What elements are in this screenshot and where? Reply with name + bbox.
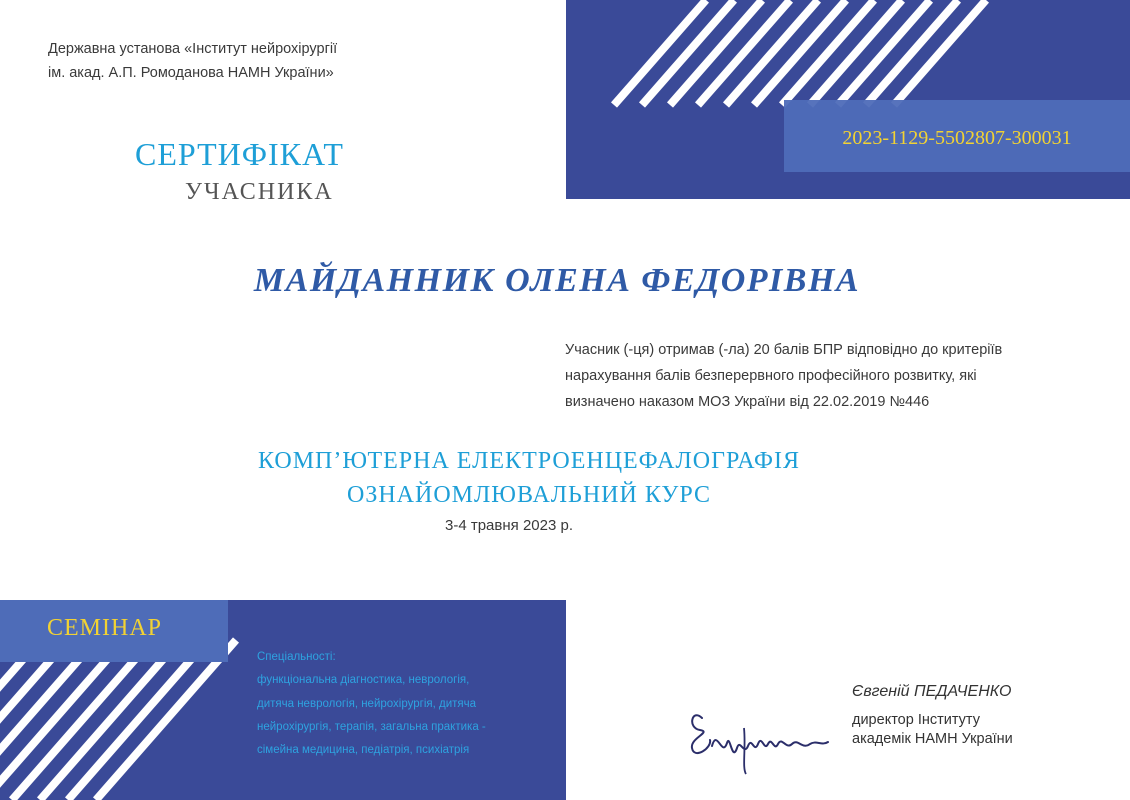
criteria-line-1: Учасник (-ця) отримав (-ла) 20 балів БПР відповідно до критеріїв — [565, 342, 1003, 358]
criteria-line-3: визначено наказом МОЗ України від 22.02.2019 №446 — [565, 394, 930, 410]
director-title-line-1: директор Інституту — [852, 712, 980, 728]
director-name: Євгеній ПЕДАЧЕНКО — [852, 683, 1012, 700]
certificate-id: 2023-1129-5502807-300031 — [842, 127, 1072, 149]
certificate-title: СЕРТИФІКАТ — [135, 136, 344, 172]
criteria-text — [565, 337, 1065, 415]
course-title-line-2: ОЗНАЙОМЛЮВАЛЬНИЙ КУРС — [346, 482, 712, 508]
specialties-list — [257, 646, 486, 762]
institution-line-2: ім. акад. А.П. Ромоданова НАМН України» — [48, 65, 334, 81]
institution-line-1: Державна установа «Інститут нейрохірургії — [48, 41, 338, 57]
specialties-line-3: нейрохірургія, терапія, загальна практика - — [257, 720, 486, 733]
course-dates: 3-4 травня 2023 р. — [445, 517, 573, 534]
specialties-line-2: дитяча неврологія, нейрохірургія, дитяча — [257, 697, 477, 710]
course-title — [0, 444, 1058, 512]
course-title-line-1: КОМП’ЮТЕРНА ЕЛЕКТРОЕНЦЕФАЛОГРАФІЯ — [257, 448, 801, 474]
criteria-line-2: нарахування балів безперервного професійного розвитку, які — [565, 368, 977, 384]
handwritten-signature — [682, 688, 832, 778]
specialties-line-1: функціональна діагностика, неврологія, — [257, 674, 470, 687]
director-title — [852, 711, 1013, 749]
director-title-line-2: академік НАМН України — [852, 731, 1013, 747]
specialties-line-4: сімейна медицина, педіатрія, психіатрія — [257, 744, 470, 757]
specialties-heading: Спеціальності: — [257, 651, 336, 663]
participant-name: МАЙДАННИК ОЛЕНА ФЕДОРІВНА — [253, 262, 861, 299]
institution-name — [48, 37, 337, 85]
seminar-label: СЕМІНАР — [47, 615, 163, 641]
certificate-subtitle: УЧАСНИКА — [185, 179, 334, 205]
